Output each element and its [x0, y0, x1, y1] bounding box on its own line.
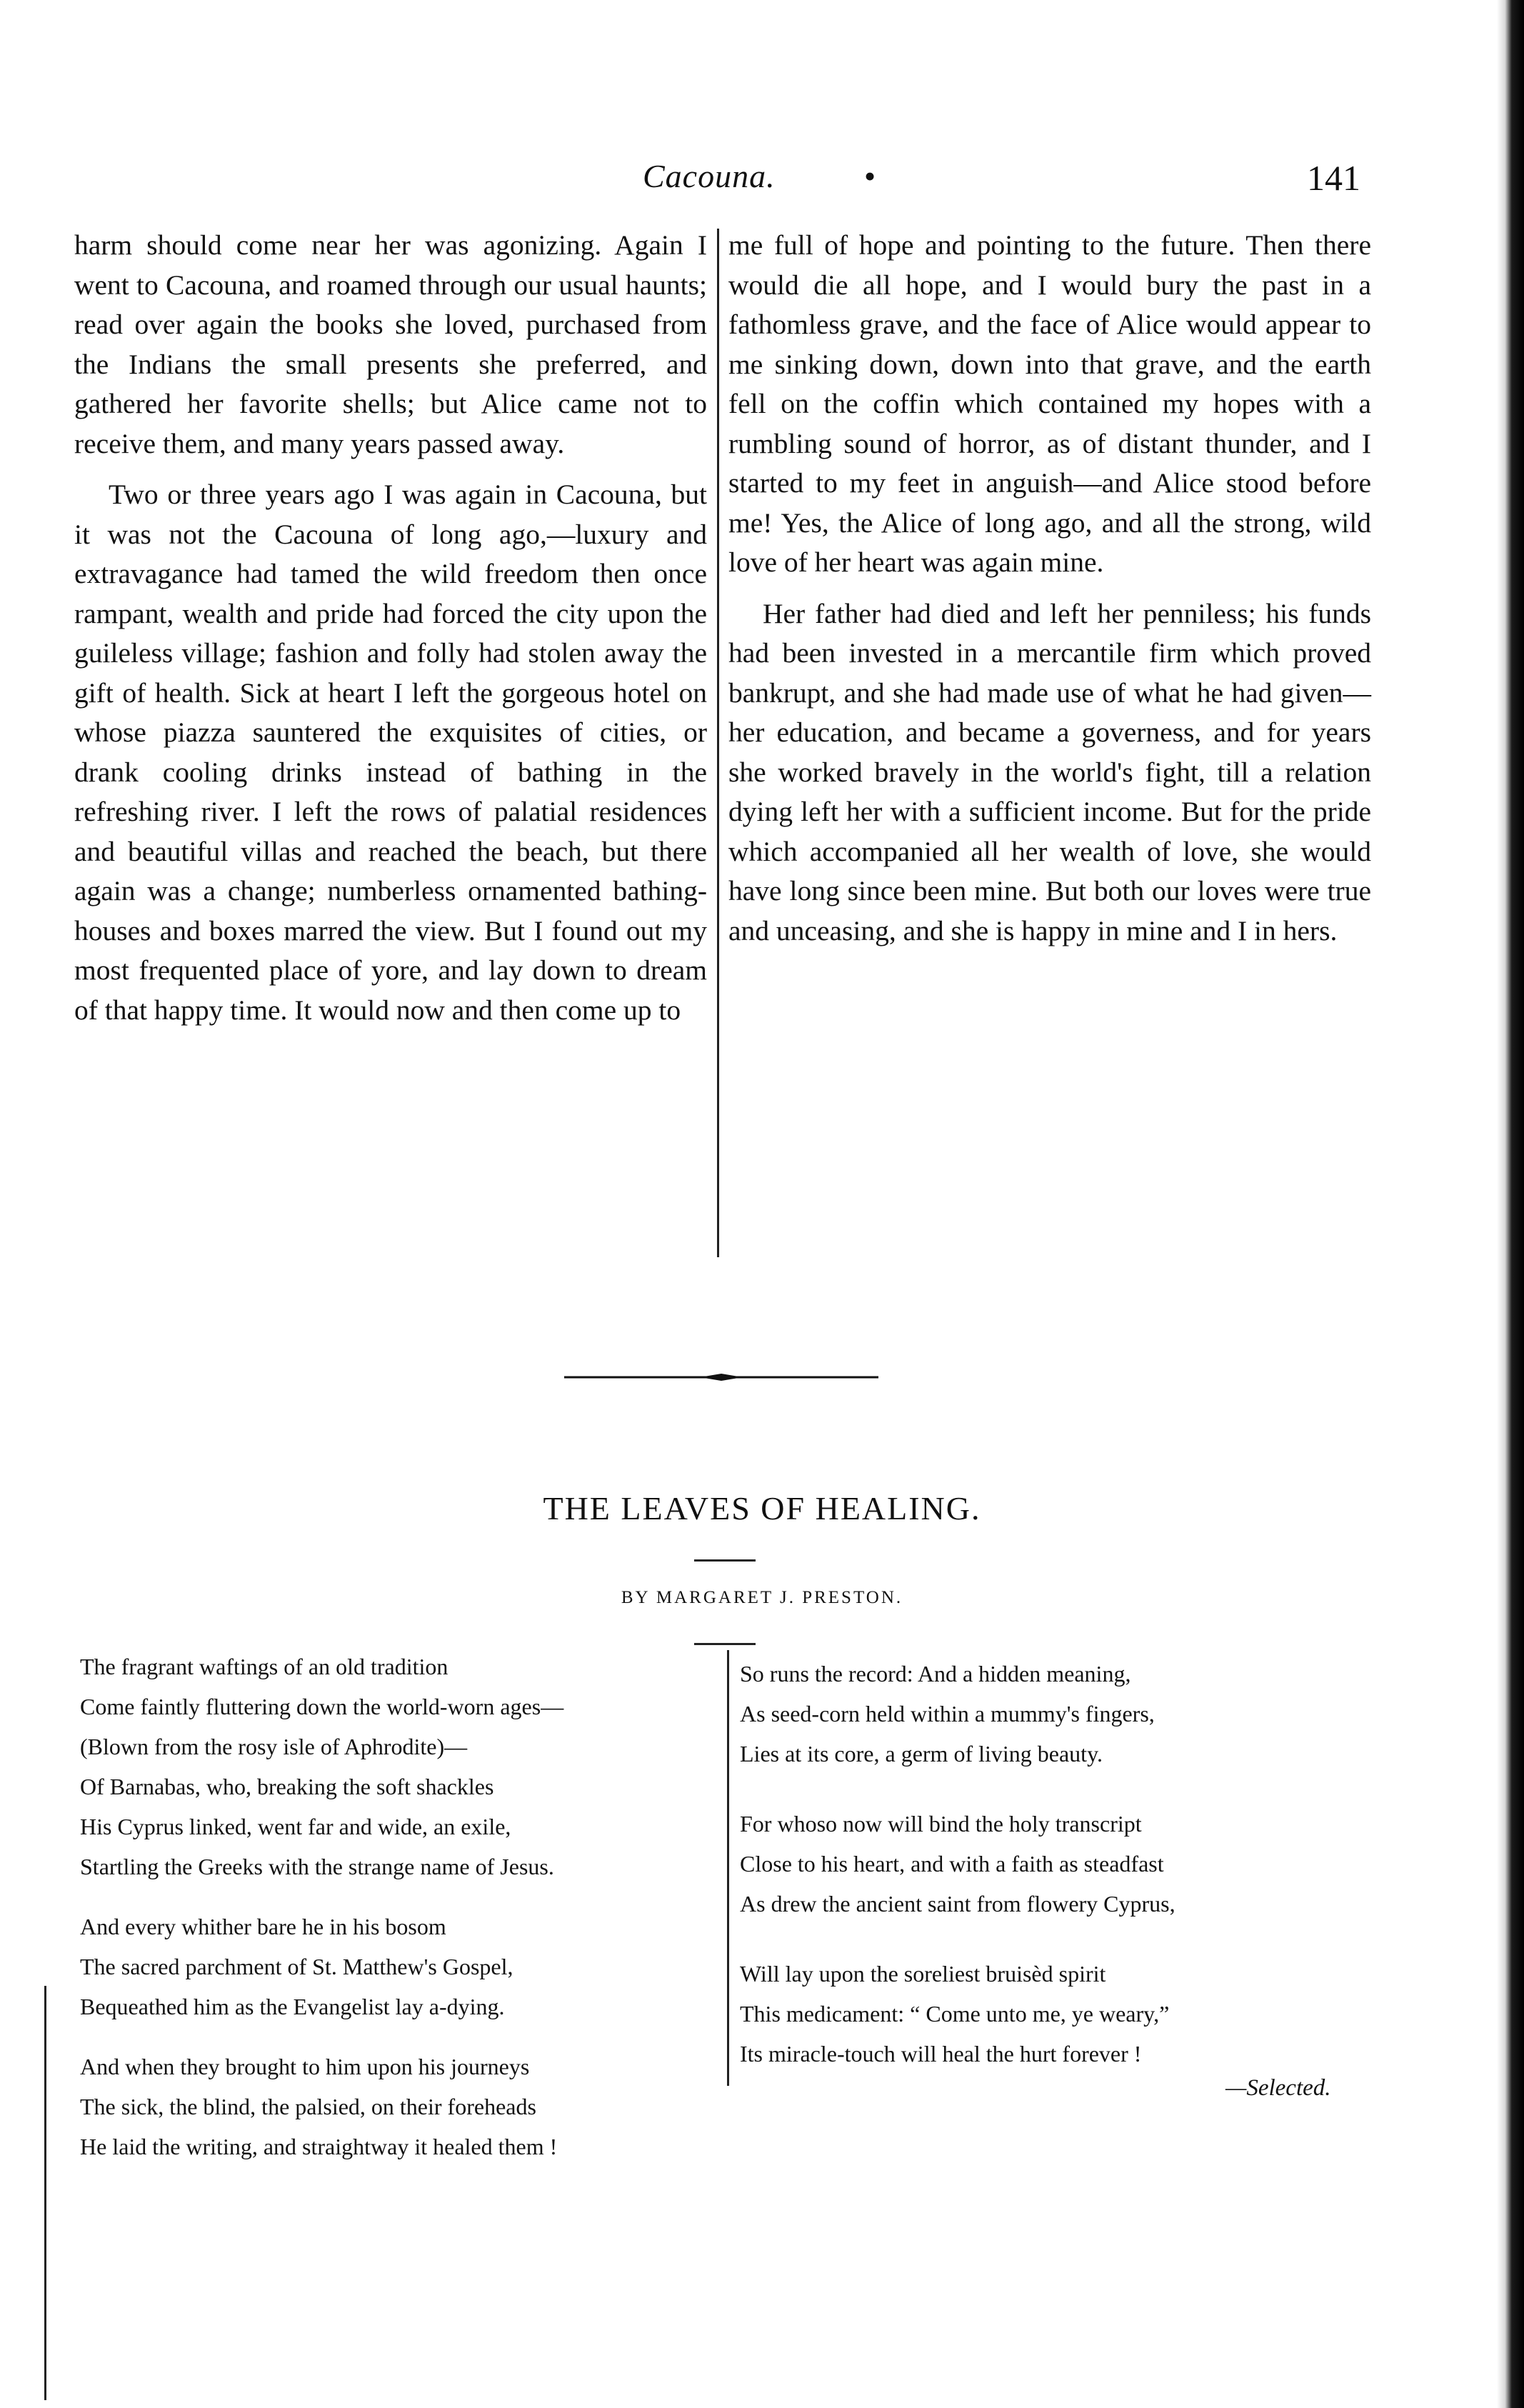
- poem-line: The sick, the blind, the palsied, on their foreheads: [80, 2094, 536, 2119]
- poem-stanza: [740, 1804, 1175, 1924]
- poem-line: As seed-corn held within a mummy's fingers,: [740, 1701, 1155, 1727]
- poem-line: Come faintly fluttering down the world-worn ages—: [80, 1694, 564, 1719]
- poem-stanza: [80, 1647, 563, 1887]
- poem-line: The sacred parchment of St. Matthew's Gospel,: [80, 1954, 513, 1979]
- article-paragraph: me full of hope and pointing to the future. Then there would die all hope, and I would bury the past in a fathomless grave, and the face of Alice would appear to me sinking down, down into that grave, and the earth fell on the coffin which contained my hopes with a rumbling sound of horror, as of distant thunder, and I started to my feet in anguish—and Alice stood before me! Yes, the Alice of long ago, and all the strong, wild love of her heart was again mine.: [728, 229, 1371, 578]
- title-rule: [694, 1559, 756, 1562]
- poem-stanza: [740, 1654, 1175, 1774]
- poem-line: Its miracle-touch will heal the hurt forever !: [740, 2041, 1142, 2067]
- poem-column-right: [740, 1654, 1175, 2074]
- poem-line: This medicament: “ Come unto me, ye weary,”: [740, 2001, 1170, 2027]
- poem-line: His Cyprus linked, went far and wide, an exile,: [80, 1814, 511, 1839]
- poem-stanza: [80, 2047, 563, 2167]
- poem-column-left: [80, 1647, 563, 2167]
- poem-line: Bequeathed him as the Evangelist lay a-dying.: [80, 1994, 505, 2019]
- poem-line: He laid the writing, and straightway it healed them !: [80, 2134, 558, 2159]
- poem-byline: BY MARGARET J. PRESTON.: [621, 1588, 903, 1607]
- article-paragraph: Her father had died and left her penniless; his funds had been invested in a mercantile firm which proved bankrupt, and she had made use of what he had given—her education, and became a governess, and for years she worked bravely in the world's fight, till a relation dying left her with a sufficient income. But for the pride which accompanied all her wealth of love, she would have long since been mine. But both our loves were true and unceasing, and she is happy in mine and I in hers.: [728, 597, 1371, 946]
- poem-stanza: [740, 1954, 1175, 2074]
- poem-line: The fragrant waftings of an old tradition: [80, 1654, 448, 1679]
- poem-attribution: —Selected.: [1225, 2075, 1331, 2101]
- article-column-left: [74, 226, 707, 1030]
- poem-line: For whoso now will bind the holy transcript: [740, 1811, 1142, 1837]
- poem-line: Lies at its core, a germ of living beauty.: [740, 1741, 1103, 1767]
- article-paragraph: harm should come near her was agonizing. Again I went to Cacouna, and roamed through our usual haunts; read over again the books she loved, purchased from the Indians the small presents she preferred, and gathered her favorite shells; but Alice came not to receive them, and many years passed away.: [74, 229, 707, 459]
- byline-rule: [694, 1643, 756, 1645]
- column-divider: [717, 229, 719, 1257]
- poem-line: Of Barnabas, who, breaking the soft shackles: [80, 1774, 494, 1799]
- header-bullet: •: [864, 158, 876, 194]
- poem-line: As drew the ancient saint from flowery Cyprus,: [740, 1891, 1175, 1917]
- poem-line: So runs the record: And a hidden meaning,: [740, 1661, 1131, 1687]
- section-ornament: [564, 1373, 878, 1382]
- running-header: [0, 157, 1524, 207]
- page-spine-shadow: [1497, 0, 1524, 2408]
- poem-line: Close to his heart, and with a faith as steadfast: [740, 1851, 1164, 1877]
- article-paragraph: Two or three years ago I was again in Cacouna, but it was not the Cacouna of long ago,—luxury and extravagance had tamed the wild freedom then once rampant, wealth and pride had forced the city upon the guileless village; fashion and folly had stolen away the gift of health. Sick at heart I left the gorgeous hotel on whose piazza sauntered the exquisites of cities, or drank cooling drinks instead of bathing in the refreshing river. I left the rows of palatial residences and beautiful villas and reached the beach, but there again was a change; numberless ornamented bathing-houses and boxes marred the view. But I found out my most frequented place of yore, and lay down to dream of that happy time. It would now and then come up to: [74, 479, 707, 1026]
- poem-line: Will lay upon the soreliest bruisèd spirit: [740, 1961, 1106, 1987]
- page-number: 141: [1307, 158, 1360, 198]
- running-title: Cacouna.: [643, 158, 776, 194]
- article-column-right: [728, 226, 1371, 951]
- poem-line: And when they brought to him upon his journeys: [80, 2054, 530, 2079]
- poem-line: And every whither bare he in his bosom: [80, 1914, 446, 1939]
- poem-line: (Blown from the rosy isle of Aphrodite)—: [80, 1734, 468, 1759]
- margin-line: [44, 1986, 46, 2400]
- poem-title: THE LEAVES OF HEALING.: [543, 1490, 981, 1527]
- poem-line: Startling the Greeks with the strange name of Jesus.: [80, 1854, 554, 1879]
- poem-column-divider: [727, 1650, 729, 2086]
- poem-stanza: [80, 1907, 563, 2027]
